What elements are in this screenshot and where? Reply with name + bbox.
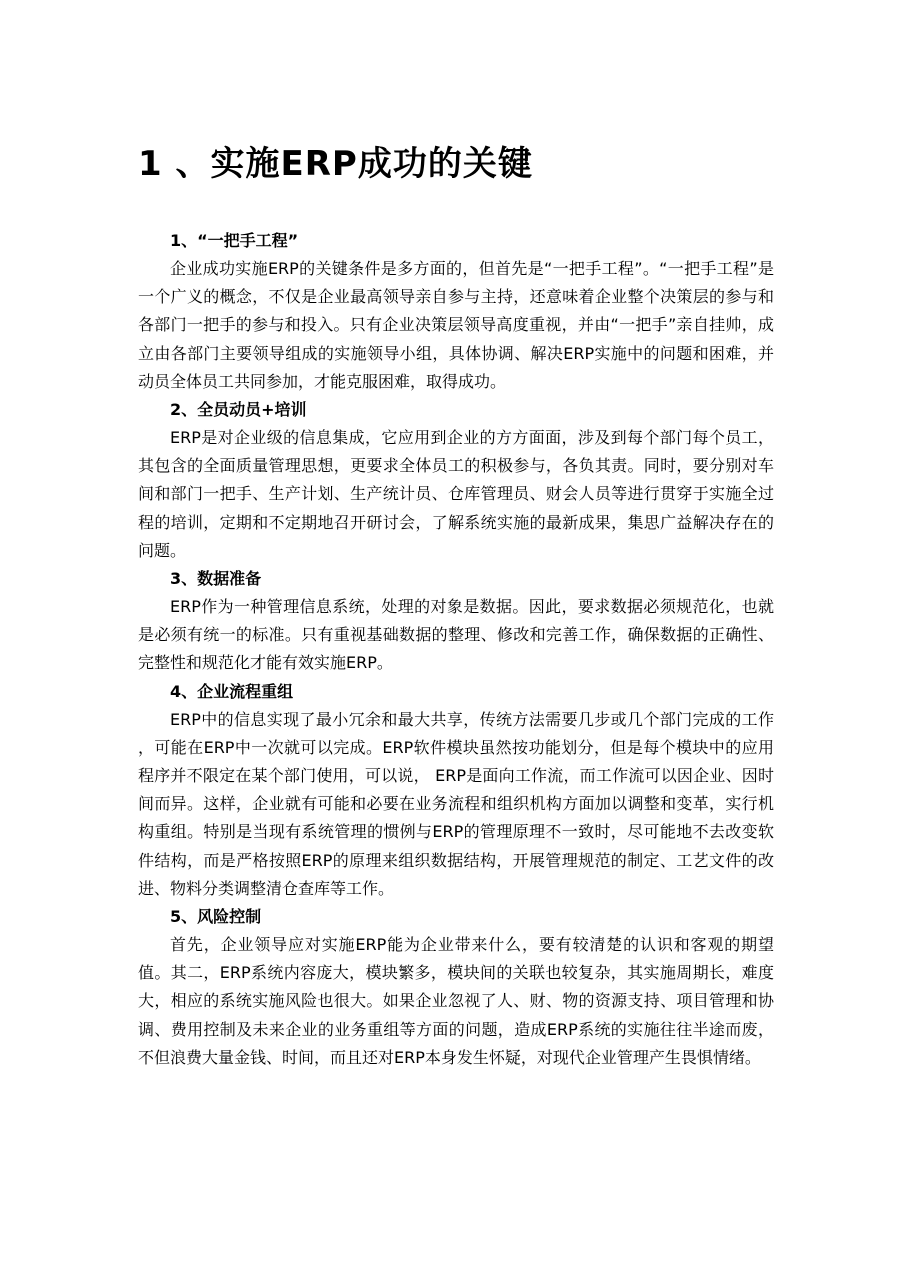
section-paragraph: 首先，企业领导应对实施ERP能为企业带来什么，要有较清楚的认识和客观的期望值。其二，ERP系统内容庞大，模块繁多，模块间的关联也较复杂，其实施周期长，难度大，相应的系统实施风险也很大。如果企业忽视了人、财、物的资源支持、项目管理和协调、费用控制及未来企业的业务重组等方面的问题，造成ERP系统的实施往往半途而废，不但浪费大量金钱、时间，而且还对ERP本身发生怀疑，对现代企业管理产生畏惧情绪。 [138, 935, 774, 1067]
page-title: 1 、实施ERP成功的关键 [138, 144, 533, 184]
section-heading: 5、风险控制 [170, 907, 262, 927]
section-paragraph: 企业成功实施ERP的关键条件是多方面的，但首先是“一把手工程”。“一把手工程”是一个广义的概念，不仅是企业最高领导亲自参与主持，还意味着企业整个决策层的参与和各部门一把手的参与和投入。只有企业决策层领导高度重视，并由“一把手”亲自挂帅，成立由各部门主要领导组成的实施领导小组，具体协调、解决ERP实施中的问题和困难，并动员全体员工共同参加，才能克服困难，取得成功。 [138, 259, 774, 391]
section-paragraph: ERP作为一种管理信息系统，处理的对象是数据。因此，要求数据必须规范化，也就是必须有统一的标准。只有重视基础数据的整理、修改和完善工作，确保数据的正确性、完整性和规范化才能有效实施ERP。 [138, 597, 774, 673]
section-3 [138, 565, 774, 678]
section-heading: 2、全员动员+培训 [170, 400, 307, 420]
section-paragraph: ERP中的信息实现了最小冗余和最大共享，传统方法需要几步或几个部门完成的工作 ，可能在ERP中一次就可以完成。ERP软件模块虽然按功能划分，但是每个模块中的应用程序并不限定在某个部门使用，可以说， ERP是面向工作流，而工作流可以因企业、因时间而异。这样，企业就有可能和必要在业务流程和组织机构方面加以调整和变革，实行机构重组。特别是当现有系统管理的惯例与ERP的管理原理不一致时，尽可能地不去改变软件结构，而是严格按照ERP的原理来组织数据结构，开展管理规范的制定、工艺文件的改进、物料分类调整清仓查库等工作。 [138, 709, 774, 898]
section-heading: 4、企业流程重组 [170, 681, 294, 701]
section-2 [138, 396, 774, 565]
section-heading: 3、数据准备 [170, 569, 262, 589]
section-heading: 1、“一把手工程” [170, 231, 299, 250]
section-paragraph: ERP是对企业级的信息集成，它应用到企业的方方面面，涉及到每个部门每个员工，其包含的全面质量管理思想，更要求全体员工的积极参与，各负其责。同时，要分别对车间和部门一把手、生产计划、生产统计员、仓库管理员、财会人员等进行贯穿于实施全过程的培训，定期和不定期地召开研讨会，了解系统实施的最新成果，集思广益解决存在的问题。 [138, 428, 774, 560]
section-4 [138, 678, 774, 903]
section-5 [138, 903, 774, 1072]
section-1 [138, 227, 774, 396]
